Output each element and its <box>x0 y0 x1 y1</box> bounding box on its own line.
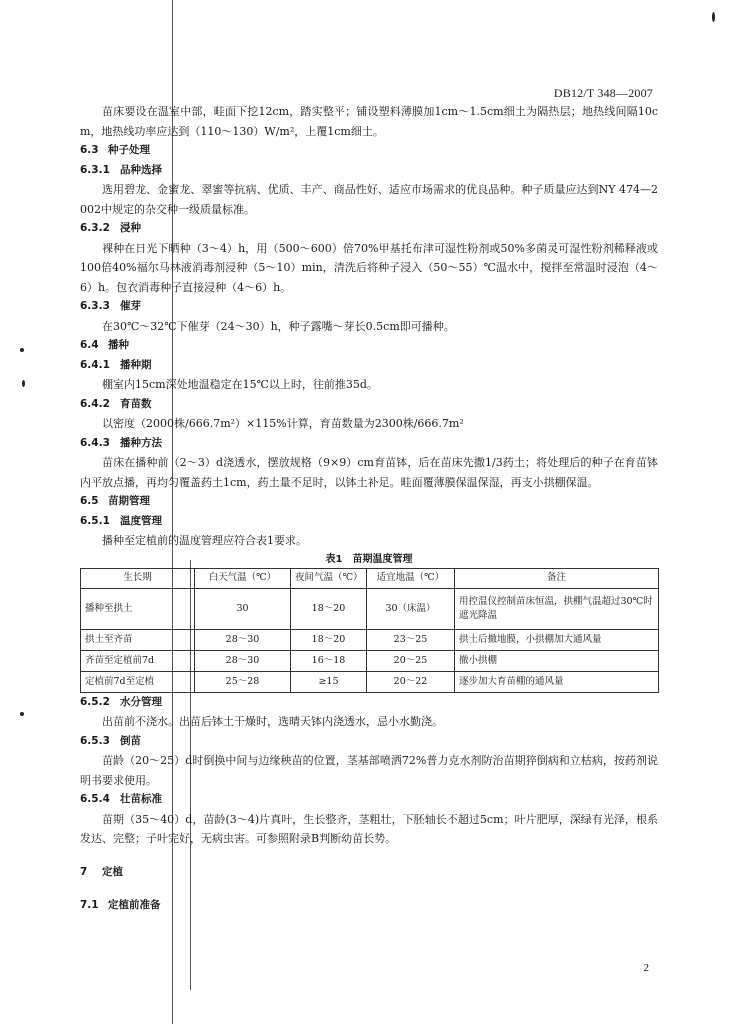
section-6-4-3-heading <box>80 434 658 454</box>
section-title: 播种期 <box>120 358 152 371</box>
section-6-5-2-text: 出苗前不浇水。出苗后钵土干燥时，选晴天钵内浇透水，忌小水勤浇。 <box>102 715 443 728</box>
table-row <box>81 588 659 629</box>
page-number: 2 <box>643 962 649 974</box>
section-title: 定植 <box>102 865 123 878</box>
table-header-row <box>81 568 659 588</box>
table-cell: 拱土至齐苗 <box>81 629 195 650</box>
document-body <box>80 102 658 916</box>
section-number: 6.4.1 <box>80 358 110 371</box>
column-header: 生长期 <box>81 568 195 588</box>
section-number: 7.1 <box>80 899 99 911</box>
section-6-4-1-heading <box>80 356 658 376</box>
scan-mark <box>712 12 715 22</box>
section-number: 6.4.2 <box>80 397 110 410</box>
section-title: 苗期管理 <box>108 495 150 507</box>
section-title: 定植前准备 <box>108 899 161 911</box>
section-title: 育苗数 <box>120 397 152 410</box>
table-row <box>81 629 659 650</box>
section-7-heading <box>80 863 658 883</box>
section-number: 6.5.4 <box>80 793 110 805</box>
table-cell: 28～30 <box>195 629 291 650</box>
section-number: 6.5 <box>80 495 99 507</box>
section-number: 6.3 <box>80 144 99 156</box>
section-title: 浸种 <box>120 222 141 234</box>
section-title: 温度管理 <box>120 514 162 527</box>
table-cell: 播种至拱土 <box>81 588 195 629</box>
section-6-4-2-heading <box>80 395 658 415</box>
section-6-4-heading <box>80 336 658 356</box>
section-title: 倒苗 <box>120 734 141 747</box>
table-cell: 逐步加大育苗棚的通风量 <box>455 671 659 692</box>
column-header: 备注 <box>455 568 659 588</box>
section-title: 播种 <box>108 339 129 351</box>
section-6-4-2-text: 以密度（2000株/666.7m²）×115%计算，育苗数量为2300株/666.7m² <box>102 417 464 430</box>
section-number: 6.4 <box>80 339 99 351</box>
scan-mark <box>20 712 24 716</box>
column-header: 适宜地温（℃） <box>367 568 455 588</box>
section-title: 播种方法 <box>120 436 162 449</box>
section-title: 品种选择 <box>120 163 162 176</box>
section-6-3-1-heading <box>80 161 658 181</box>
table-cell: 18～20 <box>291 629 367 650</box>
section-title: 水分管理 <box>120 695 162 708</box>
scan-mark <box>20 348 24 352</box>
section-6-5-4-text: 苗期（35～40）d，苗龄(3～4)片真叶，生长整齐，茎粗壮，下胚轴长不超过5cm；叶片肥厚，深绿有光泽，根系发达、完整；子叶完好，无病虫害。可参照附录B判断幼苗长势。 <box>80 812 658 845</box>
section-7-1-heading <box>80 896 658 916</box>
section-number: 6.3.3 <box>80 300 110 312</box>
section-number: 6.5.3 <box>80 734 110 747</box>
table-cell: 28～30 <box>195 650 291 671</box>
table-cell: 18～20 <box>291 588 367 629</box>
section-number: 6.3.1 <box>80 163 110 176</box>
section-6-3-2-text: 裸种在日光下晒种（3～4）h，用（500～600）倍70%甲基托布津可湿性粉剂或50%多菌灵可湿性粉剂稀释液或100倍40%福尔马林液消毒剂浸种（5～10）min，清洗后将种子浸入（50～55）℃温水中，搅拌至常温时浸泡（4～6）h。包衣消毒种子直接浸种（4～6）h。 <box>80 241 658 294</box>
section-6-3-3-heading <box>80 297 658 317</box>
section-6-3-1-text: 选用碧龙、金蜜龙、翠蜜等抗病、优质、丰产、商品性好、适应市场需求的优良品种。种子质量应达到NY 474—2002中规定的杂交种一级质量标准。 <box>80 183 658 216</box>
column-header: 夜间气温（℃） <box>291 568 367 588</box>
scan-mark <box>22 380 25 387</box>
table-cell: 20～22 <box>367 671 455 692</box>
table-cell: 拱土后撤地膜，小拱棚加大通风量 <box>455 629 659 650</box>
section-number: 6.4.3 <box>80 436 110 449</box>
section-number: 6.3.2 <box>80 222 110 234</box>
table-cell: 30（床温） <box>367 588 455 629</box>
table-caption: 表1 苗期温度管理 <box>325 553 413 565</box>
section-6-5-heading <box>80 492 658 512</box>
section-title: 催芽 <box>120 300 141 312</box>
table-cell: 20～25 <box>367 650 455 671</box>
section-6-3-heading <box>80 141 658 161</box>
standard-code: DB12/T 348—2007 <box>553 86 653 100</box>
table-cell: ≥15 <box>291 671 367 692</box>
section-6-3-3-text: 在30℃～32℃下催芽（24～30）h，种子露嘴～芽长0.5cm即可播种。 <box>102 319 455 333</box>
table-cell: 齐苗至定植前7d <box>81 650 195 671</box>
section-6-5-3-heading <box>80 732 658 752</box>
section-number: 7 <box>80 865 88 878</box>
section-number: 6.5.1 <box>80 514 110 527</box>
table-cell: 定植前7d至定植 <box>81 671 195 692</box>
table-row <box>81 671 659 692</box>
intro-paragraph: 苗床要设在温室中部，畦面下挖12cm，踏实整平；铺设塑料薄膜加1cm～1.5cm细土为隔热层；地热线间隔10cm，地热线功率应达到（110～130）W/m²，上覆1cm细土。 <box>80 105 658 138</box>
table-cell: 30 <box>195 588 291 629</box>
table-cell: 16～18 <box>291 650 367 671</box>
section-number: 6.5.2 <box>80 695 110 708</box>
table-cell: 25～28 <box>195 671 291 692</box>
section-6-4-3-text: 苗床在播种前（2～3）d浇透水，摆放规格（9×9）cm育苗钵，后在苗床先撒1/3药土；将处理后的种子在育苗钵内平放点播，再均匀覆盖药土1cm，药土量不足时，以钵土补足。畦面覆薄膜保温保湿，再支小拱棚保温。 <box>80 456 658 489</box>
table-row <box>81 650 659 671</box>
section-title: 壮苗标准 <box>120 793 162 805</box>
table-cell: 23～25 <box>367 629 455 650</box>
section-6-3-2-heading <box>80 219 658 239</box>
section-6-5-2-heading <box>80 693 658 713</box>
section-title: 种子处理 <box>108 144 150 156</box>
table-cell: 撤小拱棚 <box>455 650 659 671</box>
section-6-5-1-heading <box>80 512 658 532</box>
column-header: 白天气温（℃） <box>195 568 291 588</box>
temperature-table <box>80 568 659 693</box>
section-6-5-3-text: 苗龄（20～25）d时倒换中间与边缘秧苗的位置，茎基部喷洒72%普力克水剂防治苗期猝倒病和立枯病，按药剂说明书要求使用。 <box>80 754 658 787</box>
table-cell: 用控温仪控制苗床恒温，拱棚气温超过30℃时遮光降温 <box>455 588 659 629</box>
section-6-5-4-heading <box>80 790 658 810</box>
section-6-4-1-text: 棚室内15cm深处地温稳定在15℃以上时，往前推35d。 <box>102 378 378 391</box>
section-6-5-1-text: 播种至定植前的温度管理应符合表1要求。 <box>102 534 307 547</box>
